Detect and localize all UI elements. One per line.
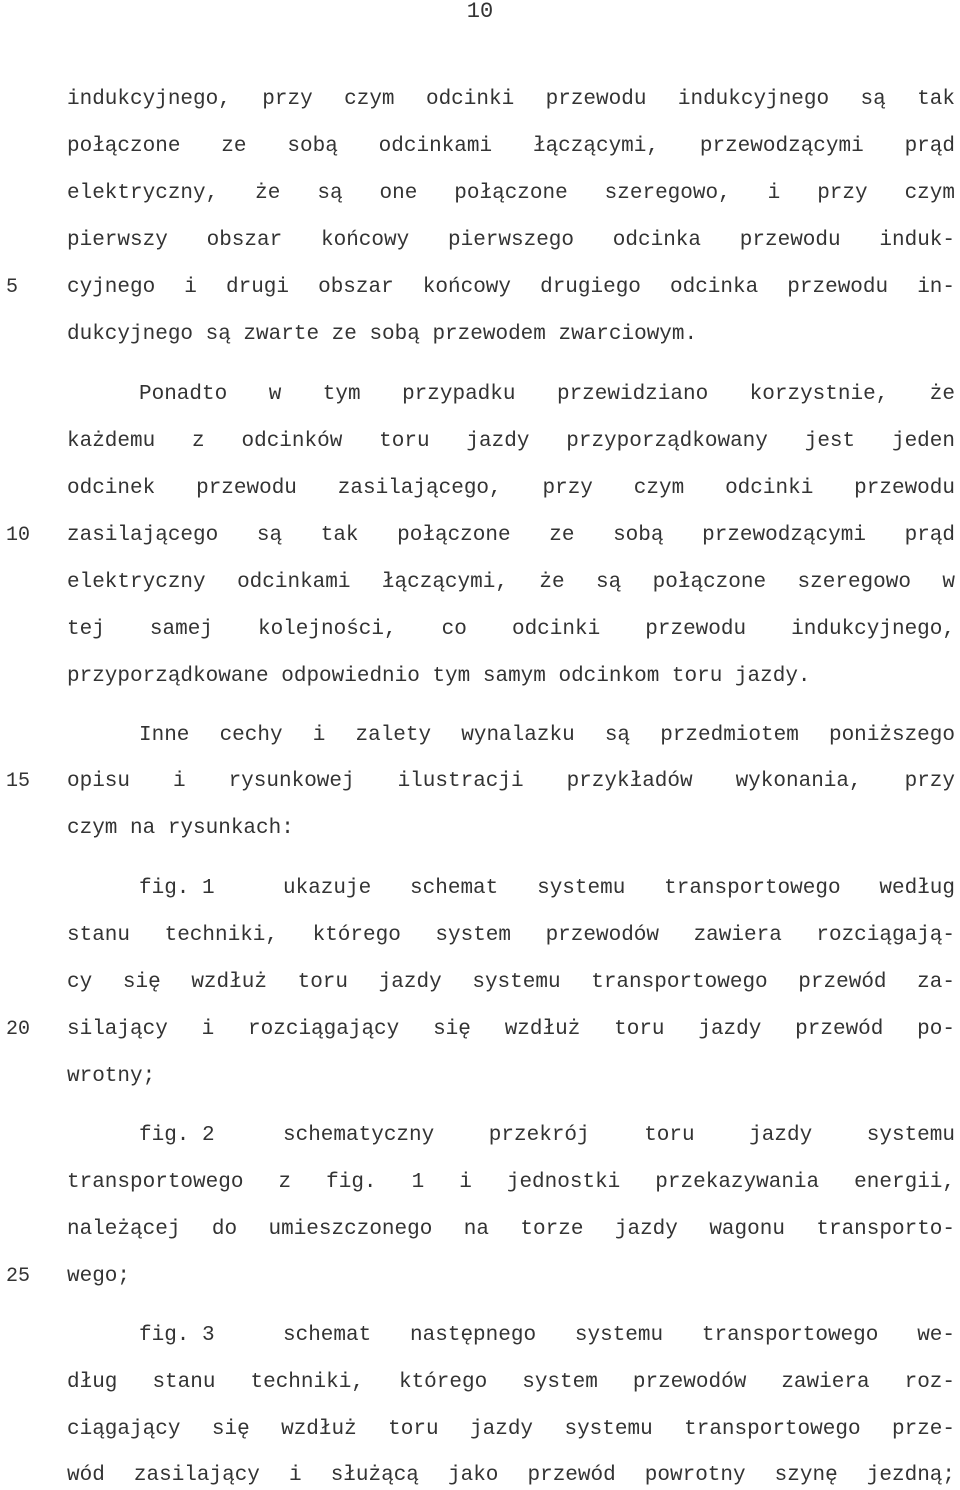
text-line: cyjnego i drugi obszar końcowy drugiego odcinka przewodu in- [67, 276, 955, 299]
text-line: silający i rozciągający się wzdłuż toru jazdy przewód po- [67, 1018, 955, 1041]
figure-label: fig. 3 [139, 1324, 215, 1347]
text-line: ciągający się wzdłuż toru jazdy systemu transportowego prze- [67, 1418, 955, 1441]
text-line: schematyczny przekrój toru jazdy systemu [283, 1124, 955, 1147]
figure-label: fig. 1 [139, 877, 215, 900]
text-line: zasilającego są tak połączone ze sobą przewodzącymi prąd [67, 524, 955, 547]
text-line: przyporządkowane odpowiednio tym samym odcinkom toru jazdy. [67, 665, 811, 688]
text-line: transportowego z fig. 1 i jednostki przekazywania energii, [67, 1171, 955, 1194]
text-line: Ponadto w tym przypadku przewidziano korzystnie, że [139, 383, 955, 406]
text-line: indukcyjnego, przy czym odcinki przewodu indukcyjnego są tak [67, 88, 955, 111]
text-line: wrotny; [67, 1065, 156, 1088]
text-line: każdemu z odcinków toru jazdy przyporządkowany jest jeden [67, 430, 955, 453]
text-line: dług stanu techniki, którego system przewodów zawiera roz- [67, 1371, 955, 1394]
text-line: dukcyjnego są zwarte ze sobą przewodem zwarciowym. [67, 323, 698, 346]
text-line: cy się wzdłuż toru jazdy systemu transportowego przewód za- [67, 971, 955, 994]
line-number-20: 20 [6, 1018, 31, 1041]
text-line: odcinek przewodu zasilającego, przy czym odcinki przewodu [67, 477, 955, 500]
line-number-10: 10 [6, 524, 31, 547]
text-line: elektryczny, że są one połączone szeregowo, i przy czym [67, 182, 955, 205]
text-line: Inne cechy i zalety wynalazku są przedmiotem poniższego [139, 724, 955, 747]
text-line: pierwszy obszar końcowy pierwszego odcinka przewodu induk- [67, 229, 955, 252]
line-number-5: 5 [6, 276, 19, 299]
text-line: połączone ze sobą odcinkami łączącymi, przewodzącymi prąd [67, 135, 955, 158]
text-line: należącej do umieszczonego na torze jazdy wagonu transporto- [67, 1218, 955, 1241]
line-number-25: 25 [6, 1265, 31, 1288]
text-line: ukazuje schemat systemu transportowego według [283, 877, 955, 900]
text-line: stanu techniki, którego system przewodów zawiera rozciągają- [67, 924, 955, 947]
text-line: schemat następnego systemu transportowego we- [283, 1324, 955, 1347]
text-line: czym na rysunkach: [67, 817, 294, 840]
page-number: 10 [466, 0, 494, 24]
text-line: tej samej kolejności, co odcinki przewodu indukcyjnego, [67, 618, 955, 641]
text-line: wód zasilający i służącą jako przewód powrotny szynę jezdną; [67, 1464, 955, 1487]
figure-label: fig. 2 [139, 1124, 215, 1147]
text-line: wego; [67, 1265, 131, 1288]
line-number-15: 15 [6, 770, 31, 793]
text-line: opisu i rysunkowej ilustracji przykładów wykonania, przy [67, 770, 955, 793]
text-line: elektryczny odcinkami łączącymi, że są połączone szeregowo w [67, 571, 955, 594]
